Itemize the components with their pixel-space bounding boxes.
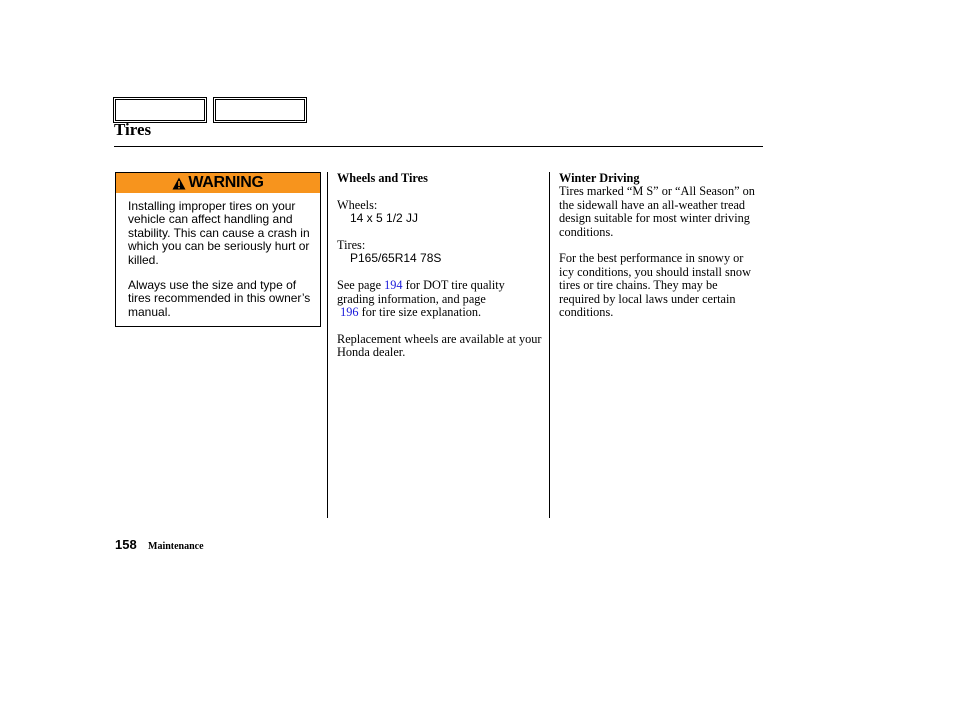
warning-triangle-icon xyxy=(172,177,186,190)
replacement-paragraph: Replacement wheels are available at your Honda dealer. xyxy=(337,331,542,360)
wheels-label: Wheels: xyxy=(337,197,378,212)
size-page-link[interactable]: 196 xyxy=(340,305,359,320)
tires-label: Tires: xyxy=(337,238,366,252)
page-title: Tires xyxy=(114,120,152,139)
warning-box xyxy=(115,172,321,327)
warning-paragraph-1: Installing improper tires on your vehicle can affect handling and stability. This can cause a crash in which you can be seriously hurt or killed. xyxy=(128,199,310,267)
warning-paragraph-2: Always use the size and type of tires recommended in this owner’s manual. xyxy=(128,278,311,319)
page-reference-paragraph xyxy=(337,279,542,319)
winter-paragraph-1: Tires marked “M S” or “All Season” on the sidewall have an all-weather tread design suitable for most winter driving conditions. xyxy=(559,184,755,239)
winter-paragraph-2: For the best performance in snowy or icy conditions, you should install snow tires or tire chains. They may be required by local laws under certain conditions. xyxy=(559,251,751,320)
winter-driving-heading: Winter Driving xyxy=(559,171,640,185)
title-rule xyxy=(114,146,763,147)
wheels-value: 14 x 5 1/2 JJ xyxy=(350,211,419,226)
wheels-tires-heading: Wheels and Tires xyxy=(337,171,428,185)
warning-banner xyxy=(116,173,320,193)
winter-driving-column xyxy=(559,172,759,319)
page-number: 158 xyxy=(115,537,137,552)
wheels-tires-column xyxy=(337,172,542,360)
dot-page-link[interactable]: 194 xyxy=(384,278,403,293)
section-name: Maintenance xyxy=(148,541,204,552)
warning-label: WARNING xyxy=(188,174,264,191)
nav-button-next[interactable] xyxy=(213,97,307,123)
size-text: for tire size explanation. xyxy=(358,305,482,320)
tires-value: P165/65R14 78S xyxy=(350,251,442,266)
column-divider-1 xyxy=(327,172,328,518)
column-divider-2 xyxy=(549,172,550,518)
dot-text: for DOT tire quality grading information, and page xyxy=(337,278,505,306)
see-page-prefix: See page xyxy=(337,278,385,293)
